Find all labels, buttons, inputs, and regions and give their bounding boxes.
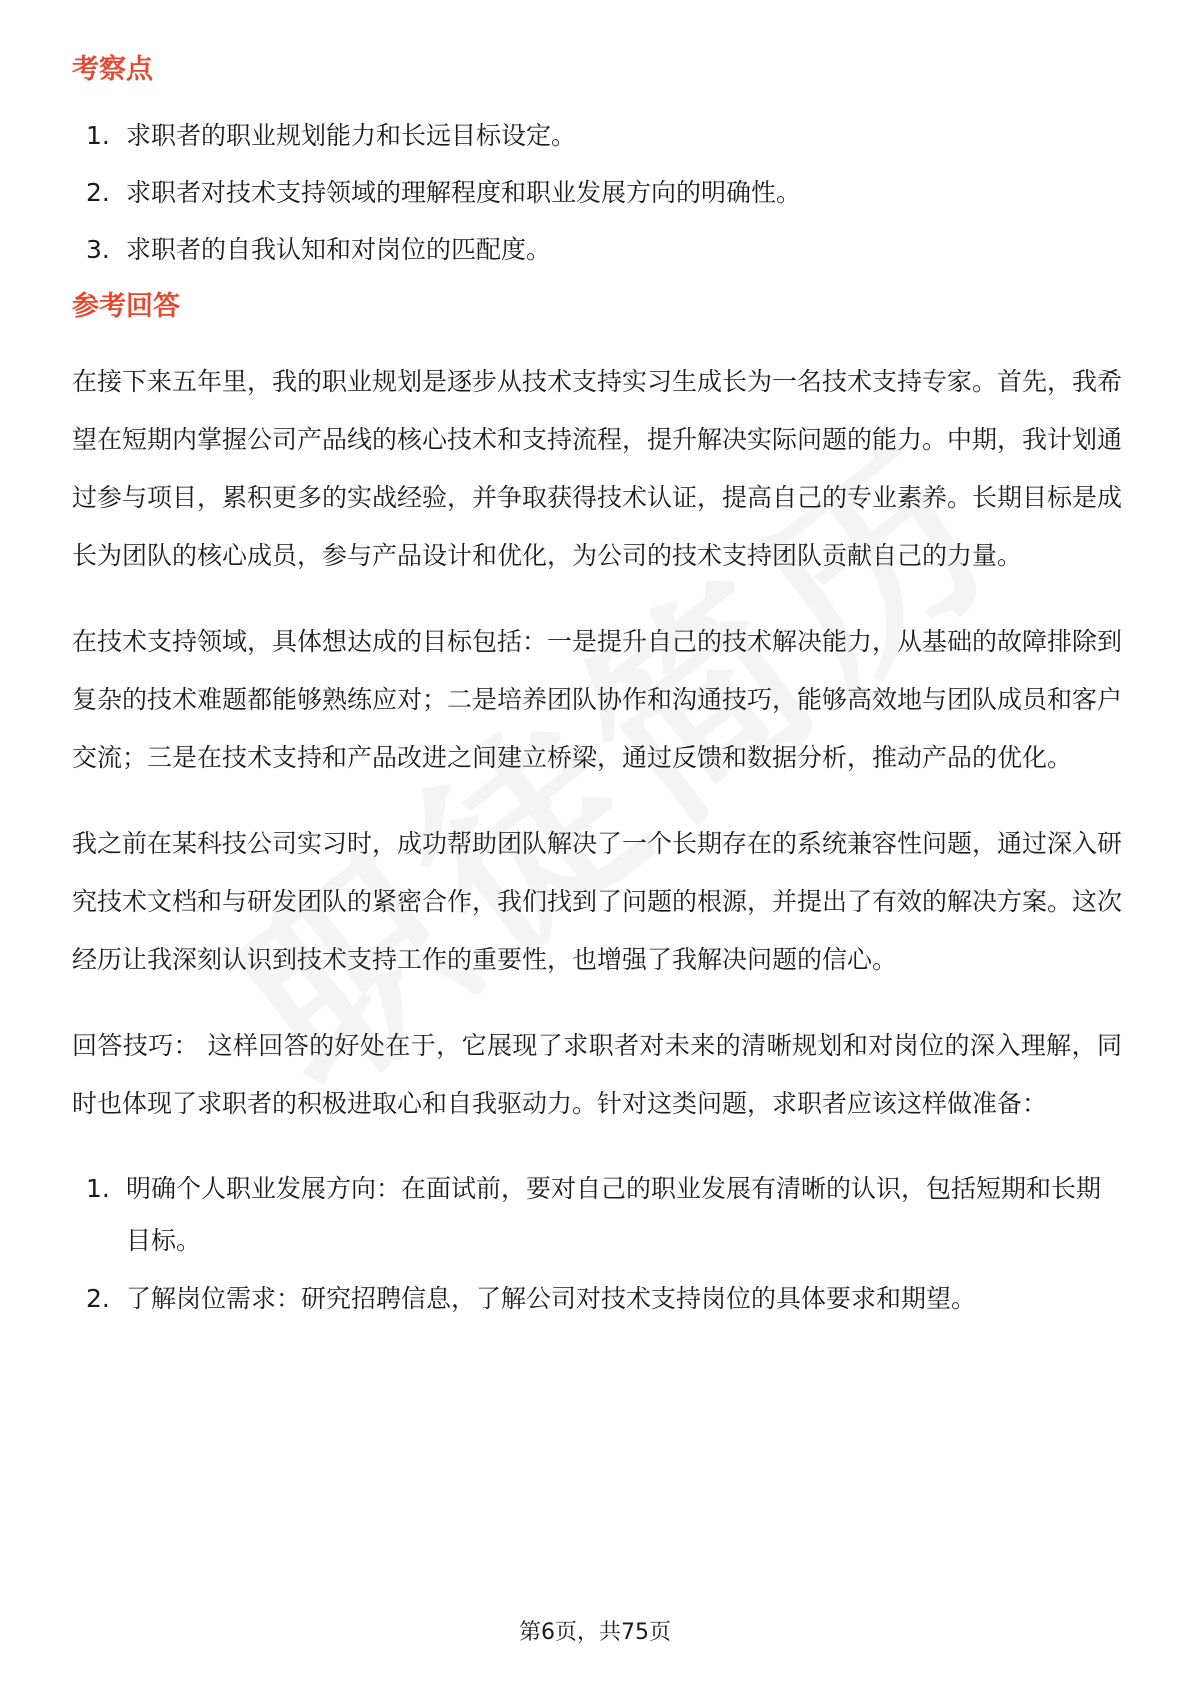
list-item	[72, 1273, 1122, 1325]
answer-paragraph: 在技术支持领域，具体想达成的目标包括：一是提升自己的技术解决能力，从基础的故障排除到复杂的技术难题都能够熟练应对；二是培养团队协作和沟通技巧，能够高效地与团队成员和客户交流；三是在技术支持和产品改进之间建立桥梁，通过反馈和数据分析，推动产品的优化。	[72, 627, 1123, 772]
tips-intro-paragraph: 回答技巧： 这样回答的好处在于，它展现了求职者对未来的清晰规划和对岗位的深入理解，同时也体现了求职者的积极进取心和自我驱动力。针对这类问题，求职者应该这样做准备：	[72, 1031, 1122, 1118]
list-item	[72, 230, 1122, 269]
list-number: 1.	[86, 121, 110, 150]
document-body	[72, 50, 1122, 1331]
list-number: 3.	[86, 235, 110, 264]
page-footer: 第6页，共75页	[519, 1620, 671, 1645]
list-number: 2.	[86, 1284, 110, 1313]
list-item-text: 求职者对技术支持领域的理解程度和职业发展方向的明确性。	[126, 178, 802, 207]
list-item	[72, 1163, 1122, 1267]
list-item-text: 了解岗位需求：研究招聘信息，了解公司对技术支持岗位的具体要求和期望。	[126, 1284, 977, 1313]
answer-paragraph: 在接下来五年里，我的职业规划是逐步从技术支持实习生成长为一名技术支持专家。首先，我希望在短期内掌握公司产品线的核心技术和支持流程，提升解决实际问题的能力。中期，我计划通过参与项目，累积更多的实战经验，并争取获得技术认证，提高自己的专业素养。长期目标是成长为团队的核心成员，参与产品设计和优化，为公司的技术支持团队贡献自己的力量。	[72, 367, 1123, 570]
list-item	[72, 116, 1122, 155]
list-item-text: 求职者的职业规划能力和长远目标设定。	[126, 121, 577, 150]
list-item-text: 求职者的自我认知和对岗位的匹配度。	[126, 235, 552, 264]
answer-heading: 参考回答	[72, 291, 180, 322]
focus-heading: 考察点	[72, 54, 153, 85]
tips-list	[72, 1163, 1122, 1325]
focus-points-list	[72, 116, 1122, 269]
list-number: 1.	[86, 1174, 110, 1203]
answer-paragraph: 我之前在某科技公司实习时，成功帮助团队解决了一个长期存在的系统兼容性问题，通过深入研究技术文档和与研发团队的紧密合作，我们找到了问题的根源，并提出了有效的解决方案。这次经历让我深刻认识到技术支持工作的重要性，也增强了我解决问题的信心。	[72, 829, 1123, 974]
list-number: 2.	[86, 178, 110, 207]
list-item	[72, 173, 1122, 212]
list-item-text: 明确个人职业发展方向：在面试前，要对自己的职业发展有清晰的认识，包括短期和长期目标。	[126, 1174, 1102, 1255]
